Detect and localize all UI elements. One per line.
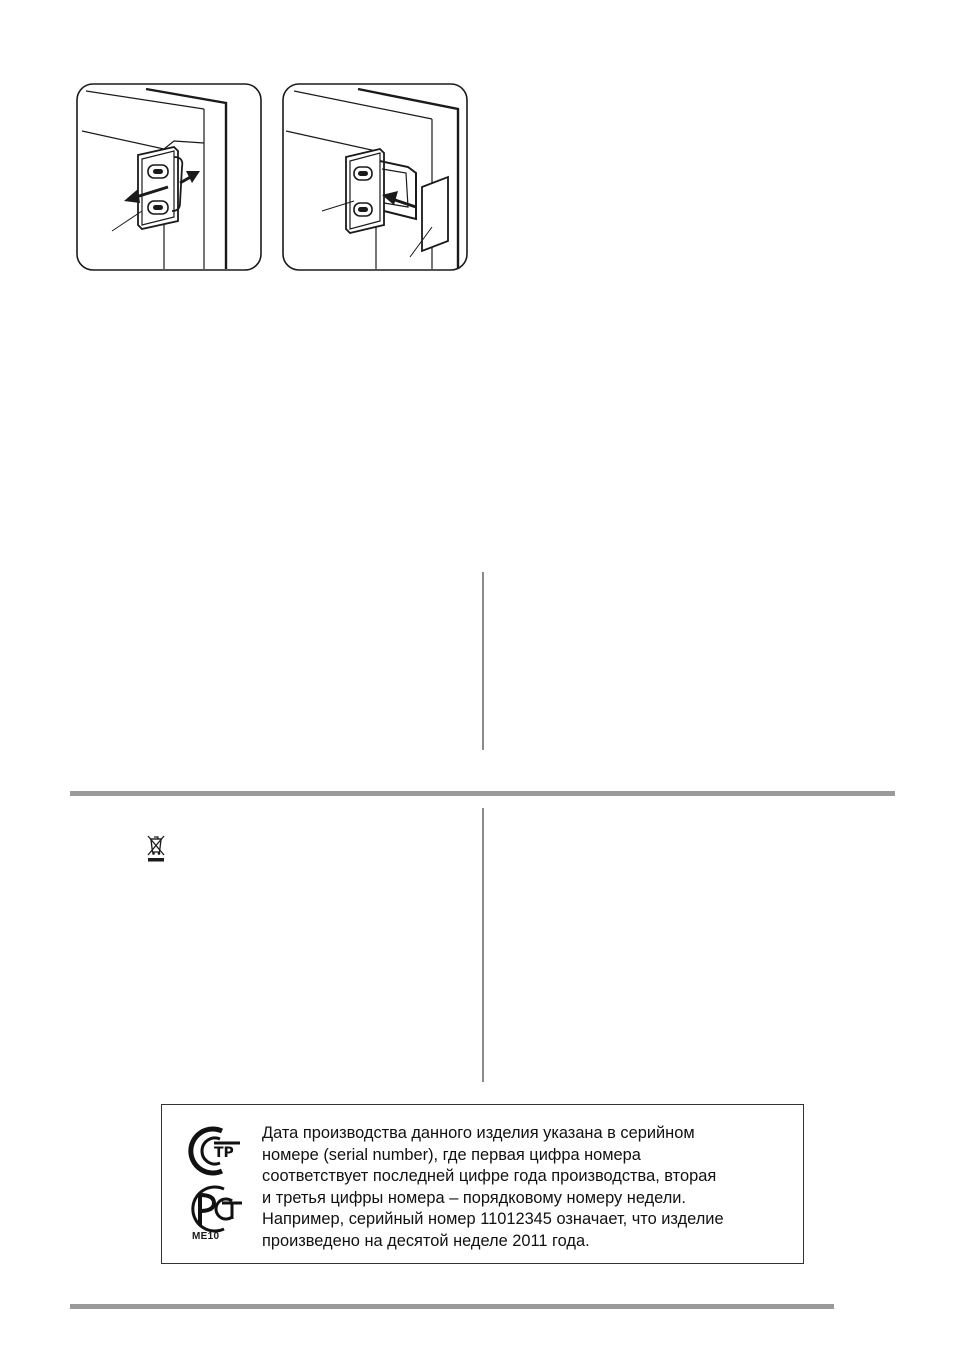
eac-tr-certification-icon <box>191 1129 240 1173</box>
cert-line: и третья цифры номера – порядковому номеру недели. <box>262 1188 686 1207</box>
certification-mark-code: ME10 <box>192 1231 220 1242</box>
cert-line: произведено на десятой неделе 2011 года. <box>262 1231 590 1250</box>
cert-line: номере (serial number), где первая цифра номера <box>262 1145 641 1164</box>
cert-line: Дата производства данного изделия указана в серийном <box>262 1124 695 1142</box>
cert-line: соответствует последней цифре года производства, вторая <box>262 1167 717 1185</box>
weee-bin-icon <box>145 833 167 863</box>
svg-text:ТР: ТР <box>214 1145 234 1161</box>
column-divider-lower <box>482 808 484 1082</box>
rst-certification-icon <box>193 1187 242 1231</box>
column-divider-upper <box>482 572 484 750</box>
hinge-adjust-illustration <box>76 83 262 271</box>
hinge-cover-illustration <box>282 83 468 271</box>
certification-text <box>262 1123 792 1252</box>
section-rule <box>70 791 895 796</box>
footer-rule <box>70 1304 834 1309</box>
certification-info-box <box>161 1104 804 1264</box>
cert-line: Например, серийный номер 11012345 означает, что изделие <box>262 1210 724 1228</box>
